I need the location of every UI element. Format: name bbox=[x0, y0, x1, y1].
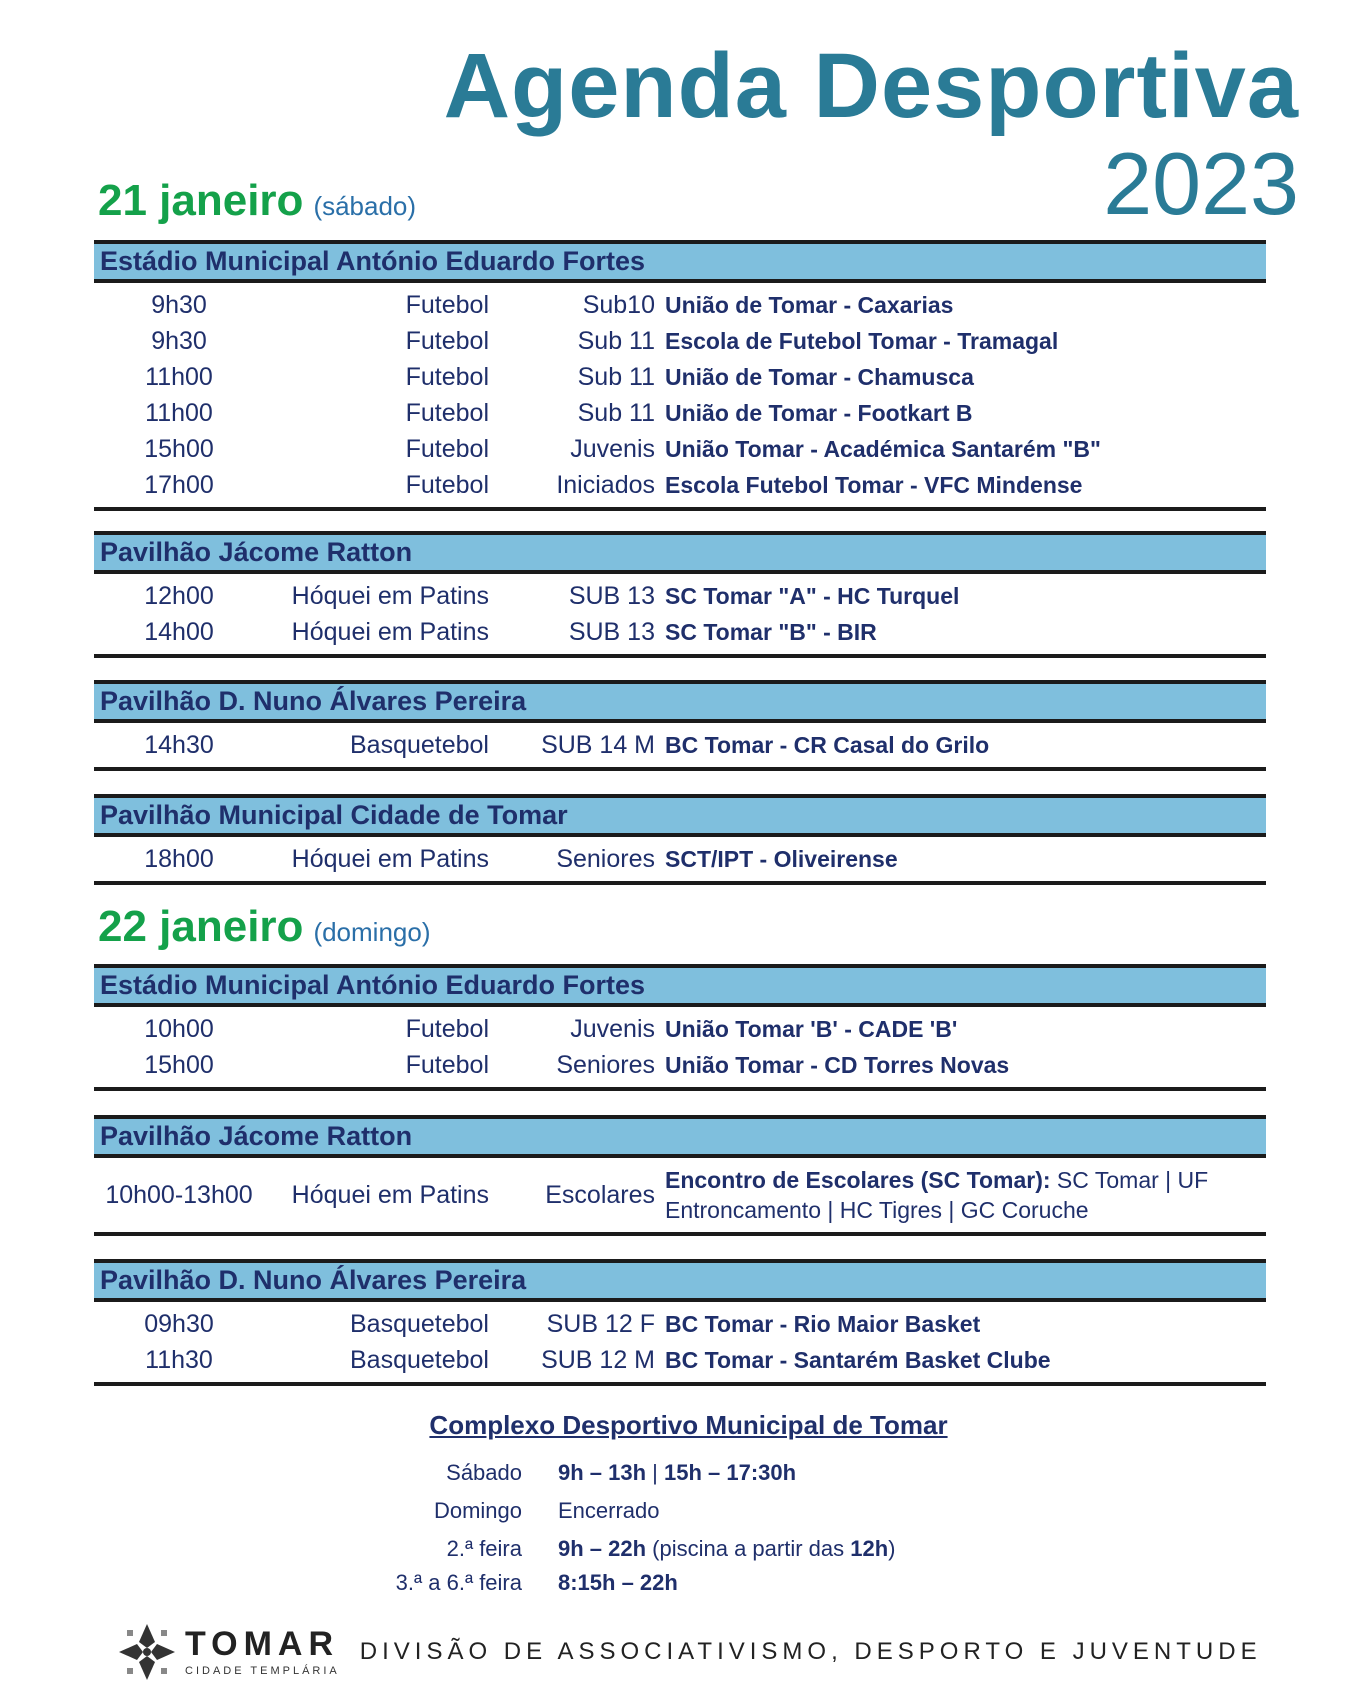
game-category: SUB 12 M bbox=[541, 1345, 655, 1374]
title-year: 2023 bbox=[1103, 134, 1299, 233]
game-time: 15h00 bbox=[144, 1050, 214, 1079]
game-sport: Futebol bbox=[405, 1050, 489, 1079]
game-time: 9h30 bbox=[151, 290, 207, 319]
game-sport: Futebol bbox=[405, 434, 489, 463]
hours-range: 9h – 22h bbox=[558, 1536, 647, 1561]
game-time: 15h00 bbox=[144, 434, 214, 463]
venue-name: Estádio Municipal António Eduardo Fortes bbox=[94, 964, 1266, 1007]
game-match-event: Encontro de Escolares (SC Tomar): bbox=[665, 1167, 1051, 1193]
venue-block bbox=[94, 680, 1266, 771]
hours-pool-time: 12h bbox=[850, 1536, 889, 1561]
footer-division: DIVISÃO DE ASSOCIATIVISMO, DESPORTO E JUVENTUDE bbox=[359, 1638, 1262, 1665]
footer-brand: TOMAR bbox=[185, 1625, 340, 1663]
game-category: Seniores bbox=[556, 1050, 655, 1079]
game-sport: Futebol bbox=[405, 290, 489, 319]
hours-morning: 9h – 13h bbox=[558, 1460, 647, 1485]
game-row bbox=[94, 1306, 1266, 1342]
game-sport: Basquetebol bbox=[349, 730, 489, 759]
game-sport: Futebol bbox=[405, 398, 489, 427]
game-row bbox=[94, 395, 1266, 431]
game-time: 09h30 bbox=[144, 1309, 214, 1338]
game-match: União Tomar - Académica Santarém "B" bbox=[665, 435, 1101, 462]
venue-block bbox=[94, 794, 1266, 885]
hours-day: 2.ª feira bbox=[446, 1536, 522, 1561]
venue-block bbox=[94, 964, 1266, 1091]
venue-block bbox=[94, 1259, 1266, 1386]
game-row bbox=[94, 467, 1266, 503]
day-date: 21 janeiro bbox=[98, 176, 304, 225]
venue-block bbox=[94, 1115, 1266, 1236]
game-time: 17h00 bbox=[144, 470, 214, 499]
game-time: 11h00 bbox=[145, 398, 213, 427]
day-date: 22 janeiro bbox=[98, 902, 304, 951]
game-row bbox=[94, 431, 1266, 467]
footer-brand-sub: CIDADE TEMPLÁRIA bbox=[185, 1665, 340, 1677]
game-match-teams: SC Tomar | UF Entroncamento | HC Tigres | GC Coruche bbox=[665, 1167, 1209, 1223]
venue-name: Pavilhão D. Nuno Álvares Pereira bbox=[94, 680, 1266, 723]
venue-name: Pavilhão Municipal Cidade de Tomar bbox=[94, 794, 1266, 837]
venue-block bbox=[94, 531, 1266, 658]
game-category: Iniciados bbox=[556, 470, 655, 499]
game-time: 11h30 bbox=[145, 1345, 213, 1374]
game-category: SUB 13 bbox=[568, 581, 655, 610]
game-category: Sub10 bbox=[582, 290, 655, 319]
game-time: 12h00 bbox=[144, 581, 214, 610]
game-category: Sub 11 bbox=[577, 362, 655, 391]
game-category: Sub 11 bbox=[577, 326, 655, 355]
title-line1: Agenda Desportiva bbox=[443, 35, 1299, 137]
venue-name: Estádio Municipal António Eduardo Fortes bbox=[94, 240, 1266, 283]
game-match: Escola de Futebol Tomar - Tramagal bbox=[665, 327, 1059, 354]
hours-row bbox=[0, 1570, 1357, 1604]
game-row bbox=[94, 1342, 1266, 1378]
game-match: Escola Futebol Tomar - VFC Mindense bbox=[665, 471, 1083, 498]
game-sport: Futebol bbox=[405, 362, 489, 391]
game-match: União de Tomar - Caxarias bbox=[665, 291, 954, 318]
day-weekday: (sábado) bbox=[313, 191, 417, 221]
hours-range: 8:15h – 22h bbox=[558, 1570, 678, 1595]
hours-row bbox=[0, 1536, 1357, 1570]
venue-block bbox=[94, 240, 1266, 511]
game-sport: Futebol bbox=[405, 1014, 489, 1043]
hours-value bbox=[558, 1536, 896, 1562]
hours-row bbox=[0, 1460, 1357, 1494]
game-match: União Tomar 'B' - CADE 'B' bbox=[665, 1015, 958, 1042]
game-match: União de Tomar - Footkart B bbox=[665, 399, 973, 426]
game-match: SC Tomar "B" - BIR bbox=[665, 618, 877, 645]
game-row bbox=[94, 1047, 1266, 1083]
day-weekday: (domingo) bbox=[313, 917, 431, 947]
game-category: Juvenis bbox=[570, 1014, 655, 1043]
game-sport: Basquetebol bbox=[349, 1345, 489, 1374]
game-time: 10h00-13h00 bbox=[105, 1180, 253, 1209]
footer-logo bbox=[185, 1627, 340, 1677]
game-match: SCT/IPT - Oliveirense bbox=[665, 845, 898, 872]
game-category: Juvenis bbox=[570, 434, 655, 463]
venue-name: Pavilhão Jácome Ratton bbox=[94, 1115, 1266, 1158]
game-time: 14h30 bbox=[144, 730, 214, 759]
game-time: 18h00 bbox=[144, 844, 214, 873]
game-sport: Hóquei em Patins bbox=[291, 617, 489, 646]
day-heading-2 bbox=[98, 902, 431, 952]
hours-day: 3.ª a 6.ª feira bbox=[395, 1570, 522, 1595]
game-category: Sub 11 bbox=[577, 398, 655, 427]
game-match: SC Tomar "A" - HC Turquel bbox=[665, 582, 960, 609]
game-sport: Hóquei em Patins bbox=[291, 844, 489, 873]
game-match: BC Tomar - CR Casal do Grilo bbox=[665, 731, 990, 758]
game-row bbox=[94, 1011, 1266, 1047]
hours-note-end: ) bbox=[888, 1536, 896, 1561]
page-title bbox=[443, 35, 1299, 233]
game-match: União Tomar - CD Torres Novas bbox=[665, 1051, 1010, 1078]
hours-value bbox=[558, 1460, 796, 1486]
game-sport: Futebol bbox=[405, 326, 489, 355]
complex-section bbox=[0, 1410, 1357, 1441]
hours-day: Sábado bbox=[446, 1460, 522, 1485]
game-row bbox=[94, 614, 1266, 650]
hours-row bbox=[0, 1498, 1357, 1532]
game-row bbox=[94, 1162, 1266, 1228]
game-sport: Hóquei em Patins bbox=[291, 581, 489, 610]
game-row bbox=[94, 578, 1266, 614]
game-match: BC Tomar - Santarém Basket Clube bbox=[665, 1346, 1051, 1373]
game-category: SUB 13 bbox=[568, 617, 655, 646]
game-time: 14h00 bbox=[144, 617, 214, 646]
hours-value: Encerrado bbox=[558, 1498, 660, 1523]
hours-afternoon: 15h – 17:30h bbox=[664, 1460, 797, 1485]
complex-title: Complexo Desportivo Municipal de Tomar bbox=[429, 1410, 948, 1440]
game-category: SUB 14 M bbox=[541, 730, 655, 759]
game-match: BC Tomar - Rio Maior Basket bbox=[665, 1310, 981, 1337]
game-category: Escolares bbox=[545, 1180, 655, 1209]
game-row bbox=[94, 841, 1266, 877]
game-category: SUB 12 F bbox=[546, 1309, 655, 1338]
game-row bbox=[94, 287, 1266, 323]
game-row bbox=[94, 323, 1266, 359]
hours-day: Domingo bbox=[433, 1498, 522, 1523]
game-time: 9h30 bbox=[151, 326, 207, 355]
venue-name: Pavilhão D. Nuno Álvares Pereira bbox=[94, 1259, 1266, 1302]
game-sport: Futebol bbox=[405, 470, 489, 499]
game-sport: Basquetebol bbox=[349, 1309, 489, 1338]
game-row bbox=[94, 359, 1266, 395]
venue-name: Pavilhão Jácome Ratton bbox=[94, 531, 1266, 574]
game-row bbox=[94, 727, 1266, 763]
templar-cross-icon bbox=[115, 1620, 179, 1684]
game-category: Seniores bbox=[556, 844, 655, 873]
game-time: 11h00 bbox=[145, 362, 213, 391]
game-sport: Hóquei em Patins bbox=[291, 1180, 489, 1209]
day-heading-1 bbox=[98, 176, 416, 226]
hours-note: (piscina a partir das bbox=[646, 1536, 851, 1561]
game-time: 10h00 bbox=[144, 1014, 214, 1043]
game-match bbox=[655, 1165, 1266, 1225]
footer bbox=[115, 1620, 1262, 1684]
game-match: União de Tomar - Chamusca bbox=[665, 363, 974, 390]
hours-separator: | bbox=[646, 1460, 664, 1485]
hours-value bbox=[558, 1570, 678, 1596]
